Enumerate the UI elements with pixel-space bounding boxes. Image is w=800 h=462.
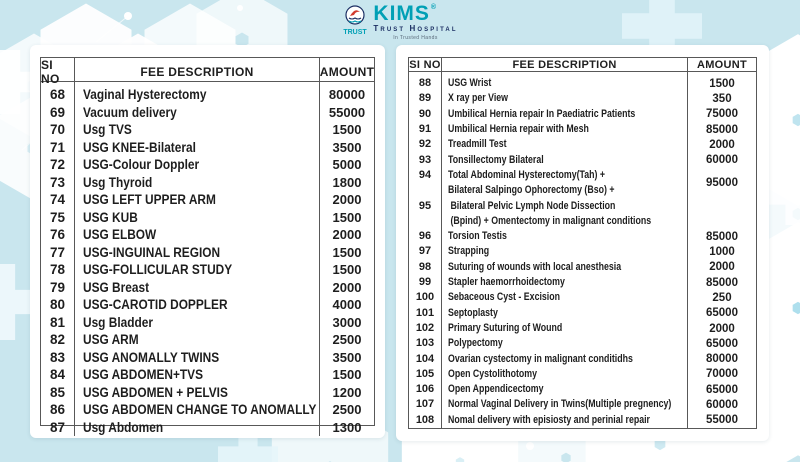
row-si-no: 108 — [415, 413, 435, 426]
row-si-no: 89 — [418, 92, 432, 105]
row-description-line: USG-CAROTID DOPPLER — [83, 297, 228, 312]
table-header — [409, 58, 756, 72]
trust-emblem-icon — [342, 4, 368, 38]
row-description-line: USG KUB — [83, 209, 138, 225]
row-si-no: 83 — [49, 349, 66, 365]
brand-name — [373, 4, 437, 23]
row-amount: 55000 — [706, 414, 738, 427]
brand-subtitle: Trust Hospital — [373, 24, 458, 33]
row-si-no: 105 — [415, 367, 435, 380]
row-description — [442, 122, 687, 137]
row-description-line: USG-FOLLICULAR STUDY — [83, 262, 233, 277]
row-description-line: Open Cystolithotomy — [448, 367, 537, 380]
row-description — [75, 156, 319, 174]
row-si-no: 101 — [415, 306, 435, 319]
row-amount: 75000 — [706, 108, 738, 121]
row-description-line: Nomal delivery with episiosty and perinial repair — [448, 413, 650, 426]
row-amount: 1000 — [709, 246, 735, 259]
header-amount: AMOUNT — [696, 58, 748, 71]
row-amount: 2000 — [332, 279, 362, 295]
row-description — [442, 397, 687, 412]
row-amount: 60000 — [706, 154, 738, 167]
row-description — [75, 191, 319, 209]
row-amount: 60000 — [706, 399, 738, 412]
row-description — [442, 260, 687, 275]
row-si-no: 78 — [49, 262, 66, 277]
row-amount: 65000 — [706, 337, 738, 350]
row-amount: 85000 — [706, 230, 738, 243]
row-description — [442, 367, 687, 382]
amount-column — [320, 82, 374, 436]
row-description-line: USG ANOMALLY TWINS — [83, 349, 220, 365]
row-description — [75, 384, 319, 402]
row-description — [75, 401, 319, 419]
hospital-logo — [0, 4, 800, 41]
row-si-no: 82 — [49, 332, 66, 347]
row-description-line: Bilateral Salpingo Ophorectomy (Bso) + — [448, 184, 615, 197]
row-amount: 80000 — [706, 353, 738, 366]
header-si-no: SI NO — [41, 58, 75, 86]
row-description-line: Vaginal Hysterectomy — [83, 87, 207, 102]
logo-text — [373, 4, 457, 41]
row-amount: 250 — [712, 291, 732, 304]
row-amount: 70000 — [706, 368, 738, 381]
row-si-no: 87 — [49, 419, 66, 435]
row-description — [442, 91, 687, 106]
row-amount: 1200 — [332, 384, 362, 400]
si-no-column — [409, 72, 442, 428]
row-description-line: Total Abdominal Hysterectomy(Tah) + — [448, 168, 606, 181]
row-amount: 2000 — [709, 139, 735, 151]
row-description-line: Usg TVS — [83, 122, 132, 137]
row-description-line: Usg Thyroid — [83, 174, 153, 190]
si-no-column — [41, 82, 75, 436]
row-description-line: Usg Bladder — [83, 314, 153, 330]
row-si-no: 85 — [49, 384, 66, 400]
row-description — [75, 366, 319, 384]
row-amount: 4000 — [332, 297, 362, 313]
row-description-line: Tonsillectomy Bilateral — [448, 153, 544, 166]
row-si-no: 107 — [415, 398, 435, 411]
row-description — [442, 107, 687, 122]
row-amount: 3500 — [332, 139, 362, 155]
row-description — [75, 139, 319, 157]
table-body — [41, 82, 374, 436]
row-si-no: 80 — [49, 297, 66, 312]
row-description-line: USG ABDOMEN CHANGE TO ANOMALLY — [83, 402, 317, 417]
brand-tagline: In Trusted Hands — [393, 35, 438, 41]
row-description — [75, 314, 319, 332]
row-amount: 95000 — [706, 177, 738, 190]
row-description — [75, 209, 319, 227]
row-description-line: Treadmill Test — [448, 138, 507, 151]
description-column — [442, 72, 688, 428]
row-si-no: 76 — [49, 227, 66, 242]
row-description — [442, 244, 687, 259]
logo-lockup — [342, 4, 457, 41]
row-si-no: 74 — [49, 192, 66, 207]
row-si-no: 71 — [49, 139, 66, 155]
brand-wordmark: KIMS — [373, 2, 430, 25]
row-si-no: 96 — [418, 230, 432, 243]
row-si-no: 68 — [49, 87, 66, 102]
row-description-line: Umbilical Hernia repair with Mesh — [448, 123, 589, 136]
row-amount: 2000 — [332, 227, 362, 243]
row-description-line: Torsion Testis — [448, 230, 507, 243]
row-si-no: 98 — [418, 260, 432, 273]
row-amount: 5000 — [332, 157, 362, 173]
row-amount: 1300 — [332, 419, 362, 435]
row-si-no: 90 — [418, 107, 432, 120]
row-description — [442, 199, 687, 230]
row-description — [442, 168, 687, 199]
row-si-no: 72 — [49, 157, 66, 172]
row-si-no: 70 — [49, 122, 66, 137]
row-description — [75, 331, 319, 349]
row-description-line: Primary Suturing of Wound — [448, 321, 563, 334]
row-si-no: 91 — [418, 123, 432, 136]
row-description-line: Stapler haemorrhoidectomy — [448, 276, 565, 289]
row-amount: 350 — [712, 93, 732, 106]
row-description-line: X ray per View — [448, 92, 509, 105]
row-si-no: 92 — [418, 138, 432, 151]
row-si-no: 106 — [415, 383, 435, 396]
row-si-no: 88 — [418, 77, 432, 90]
row-si-no: 94 — [418, 168, 432, 181]
row-description-line: Normal Vaginal Delivery in Twins(Multiple pregnency) — [448, 398, 672, 411]
row-amount: 2000 — [709, 322, 735, 335]
row-description — [442, 321, 687, 336]
row-description — [442, 413, 687, 428]
row-description — [442, 382, 687, 397]
row-amount: 3500 — [332, 349, 362, 365]
row-description — [75, 279, 319, 297]
row-description — [75, 244, 319, 262]
row-description — [75, 174, 319, 192]
amount-column — [688, 72, 756, 428]
row-si-no: 97 — [418, 245, 432, 258]
row-description-line: Suturing of wounds with local anesthesia — [448, 260, 622, 273]
row-amount: 1500 — [332, 262, 362, 278]
row-amount: 2500 — [332, 402, 362, 418]
row-si-no: 79 — [49, 279, 66, 295]
row-description — [442, 137, 687, 152]
row-si-no: 104 — [415, 352, 435, 365]
row-description-line: Ovarian cystectomy in malignant conditidhs — [448, 352, 633, 365]
row-description-line: USG ELBOW — [83, 227, 157, 242]
row-description-line: USG-Colour Doppler — [83, 157, 200, 172]
row-description-line: USG ARM — [83, 332, 139, 347]
row-description-line: USG Breast — [83, 279, 150, 295]
row-si-no: 100 — [415, 291, 435, 304]
row-description-line: Strapping — [448, 245, 490, 258]
row-amount: 85000 — [706, 123, 738, 136]
row-amount: 2000 — [709, 261, 735, 274]
row-description — [442, 290, 687, 305]
row-description — [75, 121, 319, 139]
row-description-line: USG Wrist — [448, 77, 492, 90]
row-description — [442, 352, 687, 367]
row-amount: 65000 — [706, 383, 738, 396]
header-fee-description: FEE DESCRIPTION — [442, 58, 688, 71]
row-amount: 85000 — [706, 276, 738, 289]
row-amount: 1500 — [332, 244, 362, 260]
row-description — [75, 86, 319, 104]
row-description-line: Vacuum delivery — [83, 104, 177, 120]
row-amount: 80000 — [328, 87, 366, 103]
row-si-no: 95 — [418, 199, 432, 212]
row-description-line: Umbilical Hernia repair In Paediatric Patients — [448, 107, 636, 120]
row-description — [442, 229, 687, 244]
row-description-line: USG KNEE-Bilateral — [83, 139, 196, 155]
row-description — [442, 153, 687, 168]
row-si-no: 69 — [49, 104, 66, 120]
row-amount: 1500 — [332, 367, 362, 383]
row-amount: 55000 — [328, 104, 366, 120]
row-description-line: USG ABDOMEN + PELVIS — [83, 384, 228, 400]
fee-table-panel-left — [30, 45, 385, 438]
row-si-no: 102 — [415, 321, 435, 334]
row-description-line: Polypectomy — [448, 337, 503, 350]
row-amount: 65000 — [706, 307, 738, 320]
row-si-no: 93 — [418, 153, 432, 166]
row-description-line: Septoplasty — [448, 306, 498, 319]
row-amount: 3000 — [332, 314, 362, 330]
header-fee-description: FEE DESCRIPTION — [75, 58, 320, 86]
row-amount: 1500 — [709, 77, 735, 90]
row-si-no: 86 — [49, 402, 66, 417]
table-body — [409, 72, 756, 428]
row-description-line: USG LEFT UPPER ARM — [83, 192, 216, 207]
row-description-line: Usg Abdomen — [83, 419, 164, 435]
row-amount: 1800 — [332, 174, 362, 190]
row-si-no: 81 — [49, 314, 66, 330]
row-description — [75, 349, 319, 367]
row-description-line: (Bpind) + Omentectomy in malignant conditions — [448, 214, 652, 227]
row-description — [442, 306, 687, 321]
row-description — [442, 275, 687, 290]
row-description — [75, 419, 319, 437]
row-description-line: Open Appendicectomy — [448, 383, 544, 396]
row-si-no: 103 — [415, 337, 435, 350]
row-amount: 1500 — [332, 122, 362, 138]
row-amount — [688, 199, 756, 230]
header-si-no: SI NO — [409, 58, 441, 71]
row-description-line: Bilateral Pelvic Lymph Node Dissection — [448, 199, 616, 212]
fee-table-panel-right — [396, 45, 769, 441]
fee-table-left — [40, 57, 375, 435]
row-description-line: USG-INGUINAL REGION — [83, 244, 221, 260]
row-description — [442, 336, 687, 351]
emblem-text: TRUST — [343, 29, 368, 36]
row-si-no: 75 — [49, 209, 66, 225]
row-description — [75, 261, 319, 279]
row-amount: 2500 — [332, 332, 362, 348]
row-amount: 2000 — [332, 192, 362, 208]
row-description — [75, 296, 319, 314]
fee-table-right — [408, 57, 757, 429]
row-description — [75, 104, 319, 122]
table-header — [41, 58, 375, 86]
row-description-line: USG ABDOMEN+TVS — [83, 367, 204, 382]
row-si-no: 73 — [49, 174, 66, 190]
registered-mark: ® — [430, 4, 438, 11]
row-description — [75, 226, 319, 244]
row-si-no: 84 — [49, 367, 66, 382]
row-amount: 1500 — [332, 209, 362, 225]
header-amount: AMOUNT — [319, 65, 375, 79]
description-column — [75, 82, 320, 436]
row-si-no: 99 — [418, 276, 432, 289]
row-description-line: Sebaceous Cyst - Excision — [448, 291, 560, 304]
row-si-no: 77 — [49, 244, 66, 260]
row-description — [442, 76, 687, 91]
